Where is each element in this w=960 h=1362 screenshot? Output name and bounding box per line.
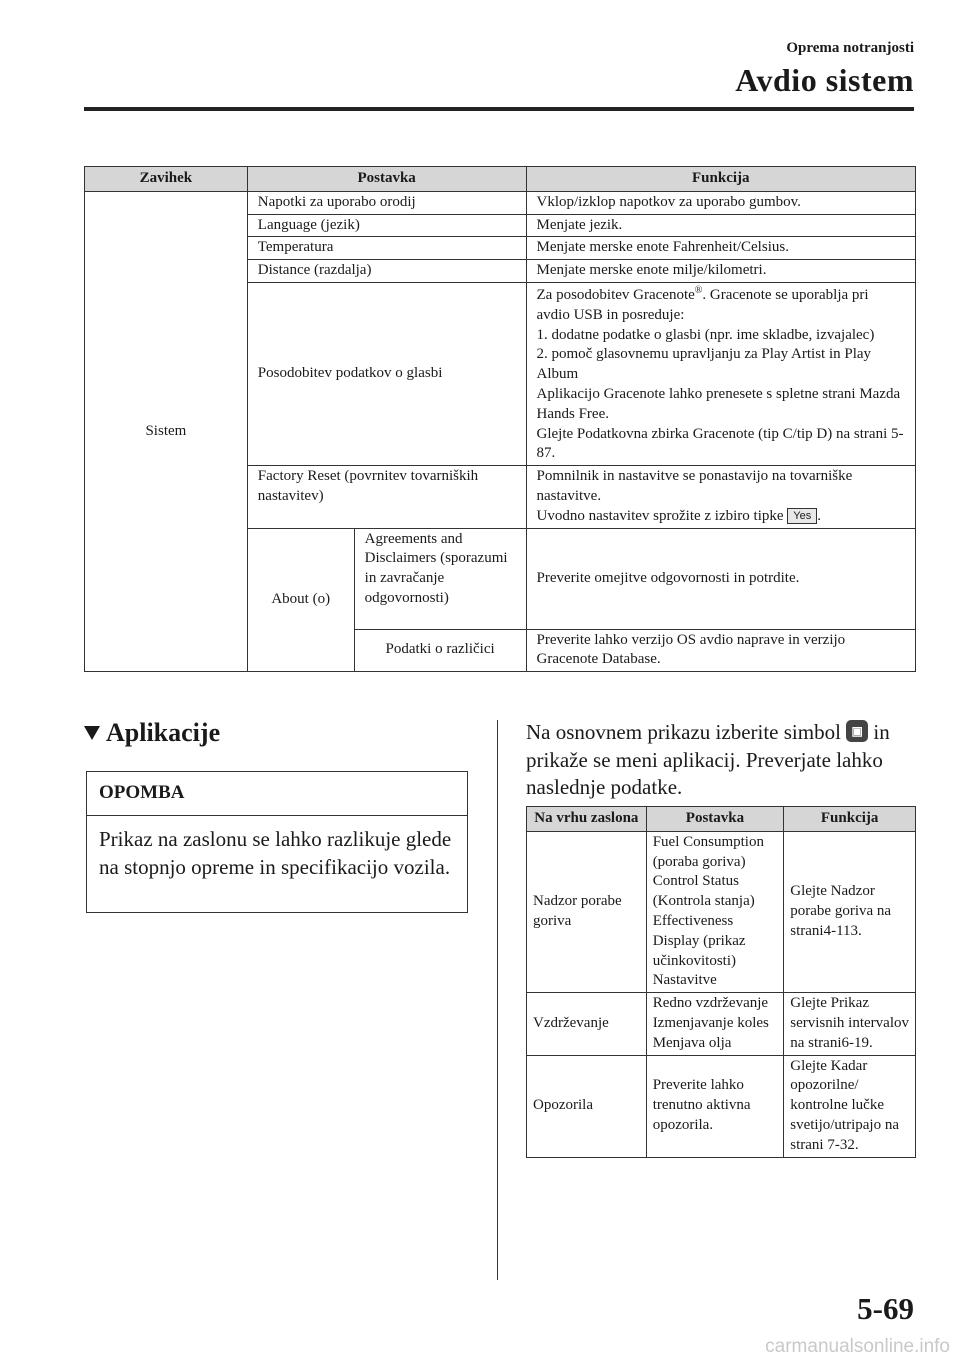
section-heading: Aplikacije bbox=[84, 718, 220, 748]
gracenote-text: Za posodobitev Gracenote bbox=[536, 286, 695, 303]
page-title: Avdio sistem bbox=[735, 62, 914, 98]
intro-paragraph: Na osnovnem prikazu izberite simbol ▣ in prikaže se meni aplikacij. Preverjate lahko naslednje podatke. bbox=[526, 720, 890, 800]
top-cell: Vzdrževanje bbox=[527, 993, 647, 1055]
header-section: Oprema notranjosti bbox=[786, 40, 914, 56]
table-header-row bbox=[527, 807, 916, 832]
header-rule bbox=[84, 107, 914, 111]
func-cell: Menjate jezik. bbox=[526, 214, 915, 237]
footer-watermark: carmanualsonline.info bbox=[765, 1336, 950, 1357]
item-cell: Language (jezik) bbox=[247, 214, 526, 237]
header-function: Funkcija bbox=[526, 167, 915, 192]
applications-icon: ▣ bbox=[846, 720, 868, 742]
item-cell: Napotki za uporabo orodij bbox=[247, 191, 526, 214]
item-cell: Temperatura bbox=[247, 237, 526, 260]
table-row bbox=[527, 993, 916, 1055]
factory-text: Uvodno nastavitev sprožite z izbiro tipke bbox=[536, 507, 784, 524]
registered-mark: ® bbox=[694, 284, 703, 296]
top-cell: Opozorila bbox=[527, 1055, 647, 1157]
page-number: 5-69 bbox=[857, 1291, 914, 1326]
applications-table bbox=[526, 806, 916, 1158]
func-cell: Vklop/izklop napotkov za uporabo gumbov. bbox=[526, 191, 915, 214]
header-tab: Zavihek bbox=[85, 167, 248, 192]
gracenote-line: 2. pomoč glasovnemu upravljanju za Play Artist in Play Album bbox=[536, 346, 872, 383]
header-function: Funkcija bbox=[784, 807, 916, 832]
top-cell: Nadzor porabe goriva bbox=[527, 831, 647, 992]
settings-table bbox=[84, 166, 916, 672]
func-cell: Menjate merske enote milje/kilometri. bbox=[526, 260, 915, 283]
func-cell: Glejte Kadar opozorilne/ kontrolne lučke svetijo/utripajo na strani 7-32. bbox=[784, 1055, 916, 1157]
func-cell: Preverite omejitve odgovornosti in potrdite. bbox=[526, 528, 915, 629]
note-body: Prikaz na zaslonu se lahko razlikuje glede na stopnjo opreme in specifikacijo vozila. bbox=[99, 827, 452, 879]
gracenote-text-rest: . Gracenote se uporablja pri avdio USB in posreduje: bbox=[536, 286, 869, 323]
item-cell: Factory Reset (povrnitev tovarniških nastavitev) bbox=[247, 466, 526, 528]
func-cell: Glejte Prikaz servisnih intervalov na strani6-19. bbox=[784, 993, 916, 1055]
header-item: Postavka bbox=[247, 167, 526, 192]
table-row bbox=[527, 1055, 916, 1157]
gracenote-line: Glejte Podatkovna zbirka Gracenote (tip C/tip D) na strani 5-87. bbox=[536, 425, 904, 462]
item-cell: Posodobitev podatkov o glasbi bbox=[247, 282, 526, 465]
triangle-down-icon bbox=[84, 726, 100, 740]
gracenote-line: Aplikacijo Gracenote lahko prenesete s spletne strani Mazda Hands Free. bbox=[536, 385, 901, 422]
about-cell: About (o) bbox=[247, 528, 354, 672]
sub-item-cell: Podatki o različici bbox=[354, 629, 526, 672]
table-header-row bbox=[85, 167, 916, 192]
tab-cell: Sistem bbox=[85, 191, 248, 671]
column-divider bbox=[497, 720, 498, 1280]
item-cell: Distance (razdalja) bbox=[247, 260, 526, 283]
sub-item-cell: Agreements and Disclaimers (sporazumi in zavračanje odgovornosti) bbox=[354, 528, 526, 629]
factory-text: Pomnilnik in nastavitve se ponastavijo na tovarniške nastavitve. bbox=[536, 468, 853, 504]
item-cell: Redno vzdrževanje Izmenjavanje koles Menjava olja bbox=[646, 993, 784, 1055]
gracenote-line: 1. dodatne podatke o glasbi (npr. ime skladbe, izvajalec) bbox=[536, 326, 875, 343]
func-cell: Glejte Nadzor porabe goriva na strani4-113. bbox=[784, 831, 916, 992]
note-box bbox=[86, 771, 468, 913]
table-row bbox=[527, 831, 916, 992]
func-cell: Preverite lahko verzijo OS avdio naprave in verzijo Gracenote Database. bbox=[526, 629, 915, 672]
header-item: Postavka bbox=[646, 807, 784, 832]
header-top: Na vrhu zaslona bbox=[527, 807, 647, 832]
factory-end: . bbox=[817, 507, 821, 524]
yes-key: Yes bbox=[787, 508, 817, 524]
item-cell: Preverite lahko trenutno aktivna opozorila. bbox=[646, 1055, 784, 1157]
func-cell: Menjate merske enote Fahrenheit/Celsius. bbox=[526, 237, 915, 260]
item-cell: Fuel Consumption (poraba goriva) Control Status (Kontrola stanja) Effectiveness Display (prikaz učinkovitosti) Nastavitve bbox=[646, 831, 784, 992]
table-row bbox=[85, 191, 916, 214]
func-cell bbox=[526, 282, 915, 465]
func-cell bbox=[526, 466, 915, 528]
note-title: OPOMBA bbox=[87, 772, 467, 816]
